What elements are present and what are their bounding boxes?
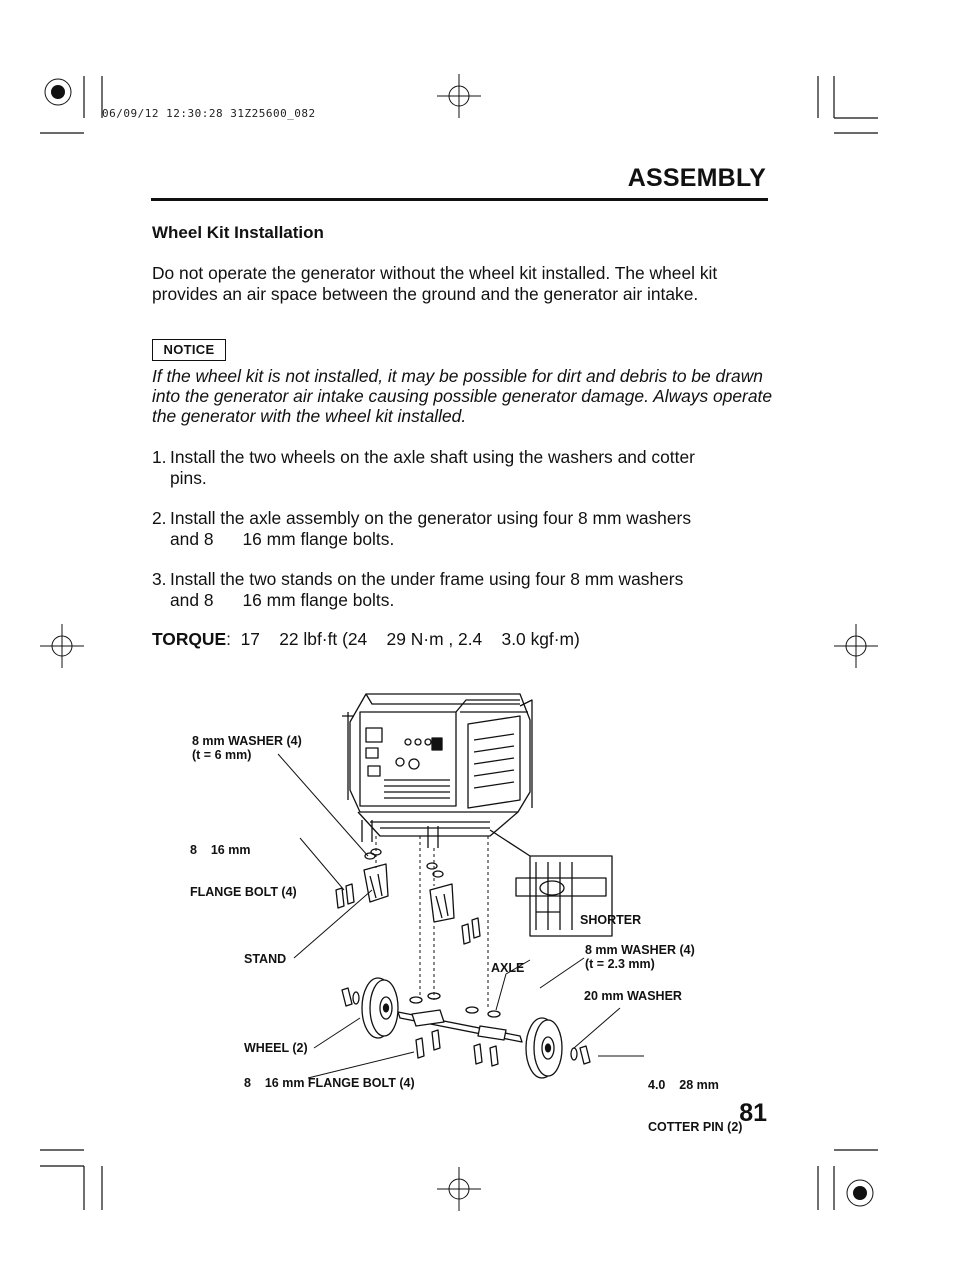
label-8mm-washer-stand: 8 mm WASHER (4) (t = 6 mm) [192, 734, 302, 762]
axle-illustration [398, 993, 522, 1066]
step-text: Install the two stands on the under frame using four 8 mm washers [170, 569, 684, 589]
step-number: 3. [152, 569, 167, 589]
notice-text: If the wheel kit is not installed, it may be possible for dirt and debris to be drawn into the generator air intake causing possible generator damage. Always operate the generator with the wheel kit installed. [152, 366, 772, 426]
label-cotter-pin: 4.0 28 mm COTTER PIN (2) [648, 1078, 743, 1134]
torque-value: : 17 22 lbf·ft (24 29 N·m , 2.4 3.0 kgf·m) [226, 629, 580, 649]
label-flange-bolt-stand: 8 16 mm FLANGE BOLT (4) [190, 843, 297, 899]
step-text-continued: pins. [170, 467, 207, 488]
step-text-continued: and 8 16 mm flange bolts. [170, 528, 395, 549]
wheel-right [526, 1018, 590, 1078]
wheel-left [342, 978, 398, 1038]
section-title: ASSEMBLY [627, 164, 766, 192]
intro-text: Do not operate the generator without the wheel kit installed. The wheel kit provides an air space between the ground and the generator air intake. [152, 263, 718, 304]
label-20mm-washer: 20 mm WASHER [584, 989, 682, 1003]
step-number: 1. [152, 447, 167, 467]
label-8mm-washer-axle: 8 mm WASHER (4) (t = 2.3 mm) [585, 943, 695, 971]
label-flange-bolt-axle: 8 16 mm FLANGE BOLT (4) [244, 1076, 415, 1090]
label-axle: AXLE [491, 961, 525, 975]
label-stand: STAND [244, 952, 287, 966]
torque-label: TORQUE [152, 629, 227, 649]
subsection-title: Wheel Kit Installation [152, 223, 324, 242]
label-wheel: WHEEL (2) [244, 1041, 308, 1055]
page-number: 81 [739, 1099, 767, 1127]
notice-label: NOTICE [152, 339, 226, 361]
step-text-continued: and 8 16 mm flange bolts. [170, 589, 395, 610]
print-meta: 06/09/12 12:30:28 31Z25600_082 [102, 107, 316, 120]
generator-illustration [342, 694, 532, 848]
label-shorter: SHORTER [580, 913, 642, 927]
step-number: 2. [152, 508, 167, 528]
step-text: Install the axle assembly on the generator using four 8 mm washers [170, 508, 692, 528]
step-text: Install the two wheels on the axle shaft using the washers and cotter [170, 447, 695, 467]
